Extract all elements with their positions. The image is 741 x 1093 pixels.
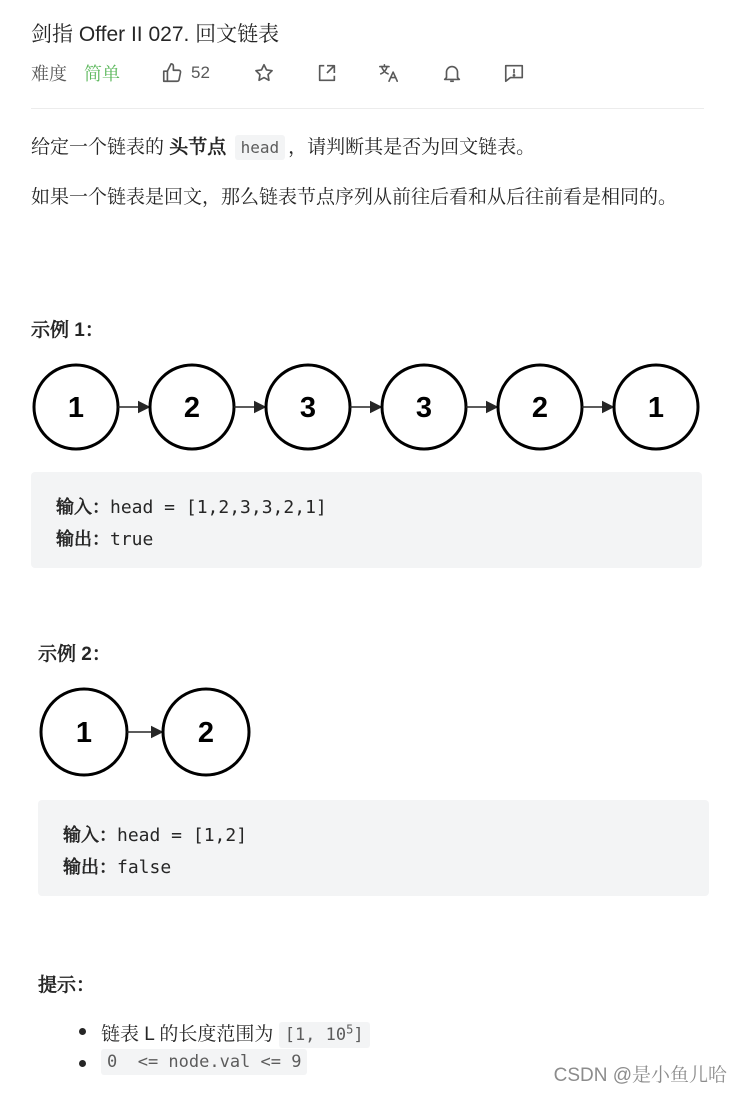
hint-item-1-text: 链表 L 的长度范围为	[101, 1024, 274, 1045]
csdn-watermark: CSDN @是小鱼儿哈	[553, 1065, 727, 1086]
bullet-dot	[79, 1060, 86, 1067]
example-1-code-block	[31, 472, 702, 568]
hint-item-1-code	[279, 1022, 370, 1048]
example-2-linked-list-diagram	[38, 686, 258, 778]
output-label: 输出：	[63, 857, 117, 878]
bell-icon	[441, 62, 463, 84]
output-label: 输出：	[56, 529, 110, 550]
example-2-code-block	[38, 800, 709, 896]
share-button[interactable]	[316, 58, 338, 88]
description-text-suffix: ，请判断其是否为回文链表。	[288, 137, 536, 158]
translate-icon	[378, 62, 400, 84]
like-button[interactable]	[161, 58, 210, 88]
difficulty-badge: 简单	[84, 64, 120, 84]
list-node-value: 1	[67, 392, 85, 424]
example-1-output-line	[56, 524, 677, 556]
inline-code-head: head	[235, 135, 286, 160]
example-2-heading: 示例 2：	[38, 644, 111, 665]
difficulty-value	[84, 58, 120, 88]
list-node-value: 3	[415, 392, 433, 424]
thumbs-up-icon	[161, 62, 183, 84]
description-paragraph-2: 如果一个链表是回文，那么链表节点序列从前往后看和从后往前看是相同的。	[31, 187, 678, 208]
hint-code-base: [1, 10	[284, 1025, 347, 1045]
like-count: 52	[191, 63, 210, 82]
hints-heading: 提示：	[38, 975, 96, 996]
list-node-value: 2	[531, 392, 549, 424]
list-node-value: 2	[197, 717, 215, 749]
input-value: head = [1,2]	[117, 825, 248, 846]
hint-code-exponent: 5	[346, 1022, 354, 1037]
hint-item-1-content	[101, 1019, 370, 1046]
description-text: 给定一个链表的	[31, 137, 165, 158]
bullet-dot	[79, 1028, 86, 1035]
input-label: 输入：	[63, 825, 117, 846]
list-node-value: 1	[75, 717, 93, 749]
translate-button[interactable]	[378, 58, 400, 88]
share-icon	[316, 62, 338, 84]
input-value: head = [1,2,3,3,2,1]	[110, 497, 327, 518]
header-divider	[31, 108, 704, 109]
output-value: false	[117, 857, 172, 878]
description-bold-term: 头节点	[169, 137, 227, 158]
example-1-input-line	[56, 492, 677, 524]
feedback-button[interactable]	[503, 58, 525, 88]
favorite-button[interactable]	[253, 58, 275, 88]
list-node-value: 2	[183, 392, 201, 424]
problem-meta-bar	[31, 58, 711, 88]
difficulty-label-text: 难度	[31, 64, 67, 84]
example-1-heading: 示例 1：	[31, 320, 104, 341]
description-paragraph-1	[31, 133, 706, 163]
hint-code-tail: ]	[353, 1025, 364, 1045]
problem-title: 剑指 Offer II 027. 回文链表	[31, 23, 280, 46]
input-label: 输入：	[56, 497, 110, 518]
example-2-output-line	[63, 852, 684, 884]
example-2-input-line	[63, 820, 684, 852]
star-icon	[253, 62, 275, 84]
list-node-value: 3	[299, 392, 317, 424]
output-value: true	[110, 529, 154, 550]
feedback-icon	[503, 62, 525, 84]
hint-item-2-code: 0 <= node.val <= 9	[101, 1049, 307, 1075]
list-node-value: 1	[647, 392, 665, 424]
difficulty-label	[31, 58, 67, 88]
example-1-linked-list-diagram	[31, 362, 703, 452]
subscribe-button[interactable]	[441, 58, 463, 88]
hint-item-2-content	[101, 1051, 307, 1073]
